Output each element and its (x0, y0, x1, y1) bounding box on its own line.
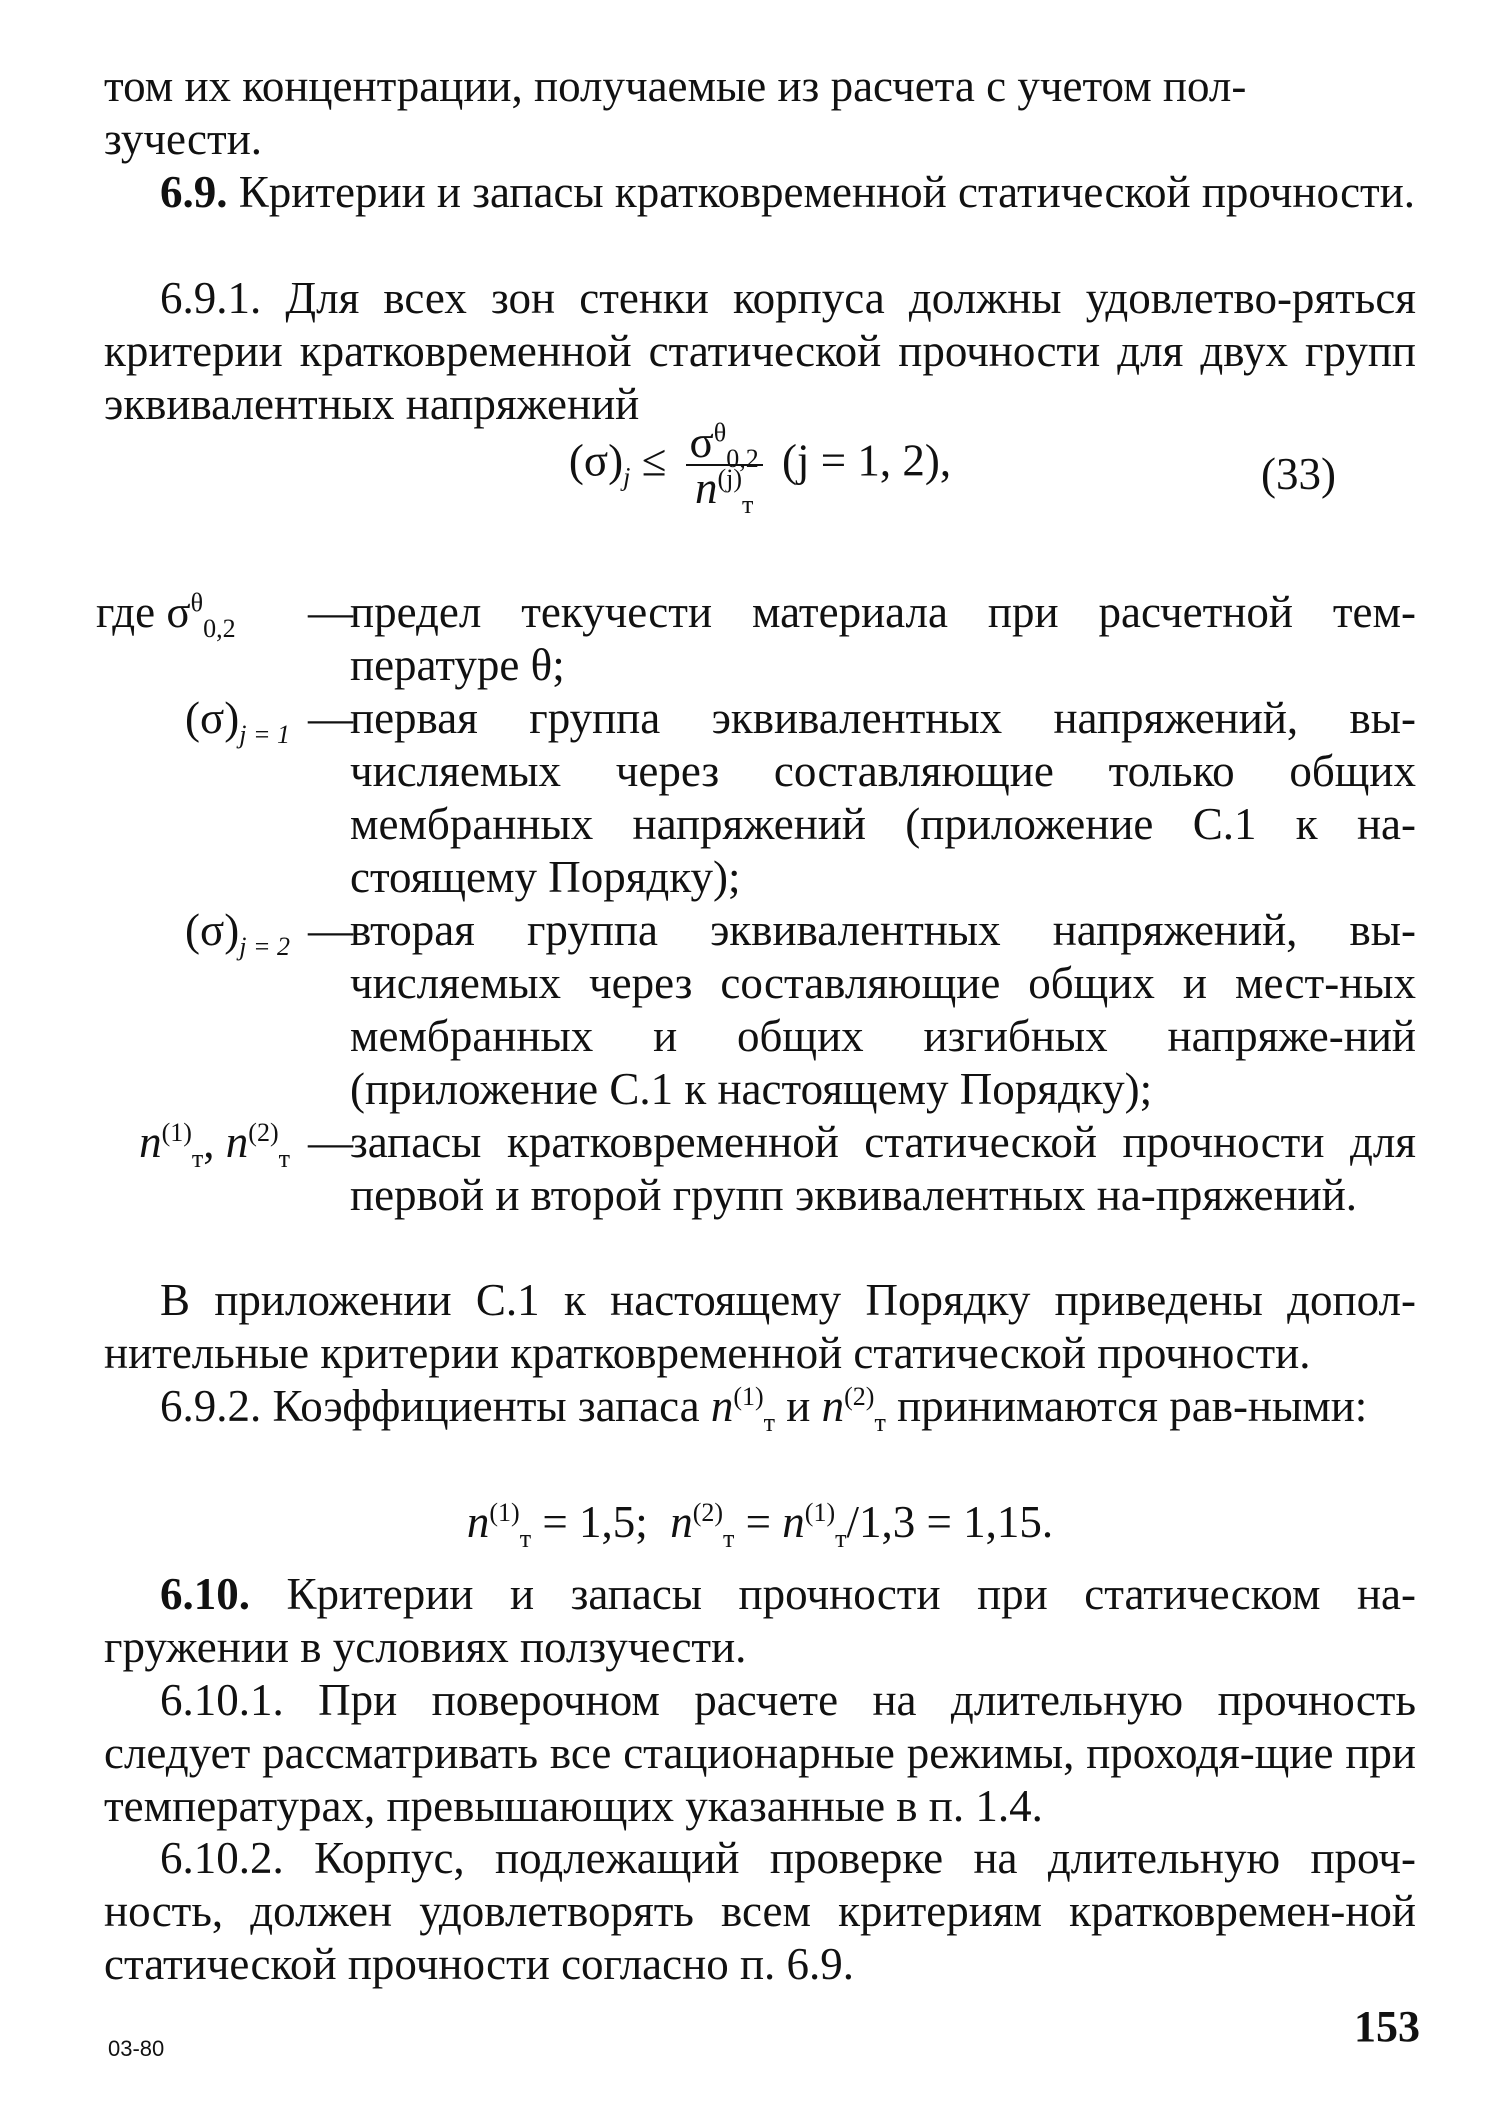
equation-number-33: (33) (1261, 449, 1336, 499)
def-text-nt: запасы кратковременной статической прочности для первой и второй групп эквивалентных на-пряжений. (350, 1117, 1416, 1220)
intro-line-2: зучести. (104, 114, 263, 164)
paragraph-6-10-2: 6.10.2. Корпус, подлежащий проверке на длительную проч-ность, должен удовлетворять всем критериям кратковремен-ной статической прочности согласно п. 6.9. (104, 1833, 1416, 1989)
section-6-9-title: Критерии и запасы кратковременной статической прочности. (227, 167, 1416, 217)
eq33-condition: (j = 1, 2), (782, 435, 952, 486)
equation-33 (104, 417, 1416, 519)
eq33-numerator: $\sigma^\theta_{0,2}$ (686, 420, 763, 466)
def-text-sigma-02: предел текучести материала при расчетной тем-пературе θ; (350, 587, 1416, 690)
def-symbol-sigma-j2: $(\sigma)_{j = 2}$ (184, 905, 290, 961)
eq33-lhs-sub: j (623, 462, 631, 492)
def-dash-1: — (308, 587, 353, 637)
eq33-fraction (686, 417, 763, 519)
section-6-10-heading (104, 1568, 1416, 1674)
eq33-denominator: $n^{(j)}_т$ (694, 463, 754, 519)
def-dash-2: — (308, 693, 353, 743)
intro-paragraph (104, 60, 1416, 166)
def-dash-4: — (308, 1117, 353, 1167)
def-text-sigma-j1: первая группа эквивалентных напряжений, вы-числяемых через составляющие только общих мембранных напряжений (приложение С.1 к на-стоящему Порядку); (350, 693, 1416, 902)
eq33-lhs: (σ) (568, 435, 624, 486)
footer-code: 03-80 (108, 2036, 165, 2061)
def-symbol-sigma-02: где $\sigma^\theta_{0,2}$ (96, 587, 236, 643)
def-symbol-nt: $n^{(1)}_т$, $n^{(2)}_т$ (139, 1117, 290, 1173)
section-6-10-number: 6.10. (160, 1569, 250, 1619)
paragraph-6-10-1: 6.10.1. При поверочном расчете на длительную прочность следует рассматривать все стационарные режимы, проходя-щие при температурах, превышающих указанные в п. 1.4. (104, 1675, 1416, 1831)
equation-values: $n^{(1)}_т = 1,5$; $n^{(2)}_т = n^{(1)}_т/1,3 = 1,15$. (466, 1497, 1054, 1553)
def-dash-3: — (308, 905, 353, 955)
section-6-9-heading (104, 166, 1416, 219)
eq33-leq: ≤ (641, 435, 667, 486)
paragraph-appendix: В приложении С.1 к настоящему Порядку приведены допол-нительные критерии кратковременной статической прочности. (104, 1275, 1416, 1378)
def-symbol-sigma-j1: $(\sigma)_{j = 1}$ (184, 693, 290, 749)
paragraph-6-9-1: 6.9.1. Для всех зон стенки корпуса должны удовлетво-ряться критерии кратковременной статической прочности для двух групп эквивалентных напряжений (104, 273, 1416, 429)
def-text-sigma-j2: вторая группа эквивалентных напряжений, вы-числяемых через составляющие общих и мест-ных мембранных и общих изгибных напряже-ний (приложение С.1 к настоящему Порядку); (350, 905, 1416, 1114)
section-6-9-number: 6.9. (160, 167, 228, 217)
page-number: 153 (1354, 2002, 1420, 2051)
section-6-10-title: Критерии и запасы прочности при статическом на-гружении в условиях ползучести. (104, 1569, 1416, 1672)
intro-line-1: том их концентрации, получаемые из расчета с учетом пол- (104, 61, 1247, 111)
paragraph-6-9-2: 6.9.2. Коэффициенты запаса $n^{(1)}_т$ и $n^{(2)}_т$ принимаются рав-ными: (160, 1381, 1368, 1437)
